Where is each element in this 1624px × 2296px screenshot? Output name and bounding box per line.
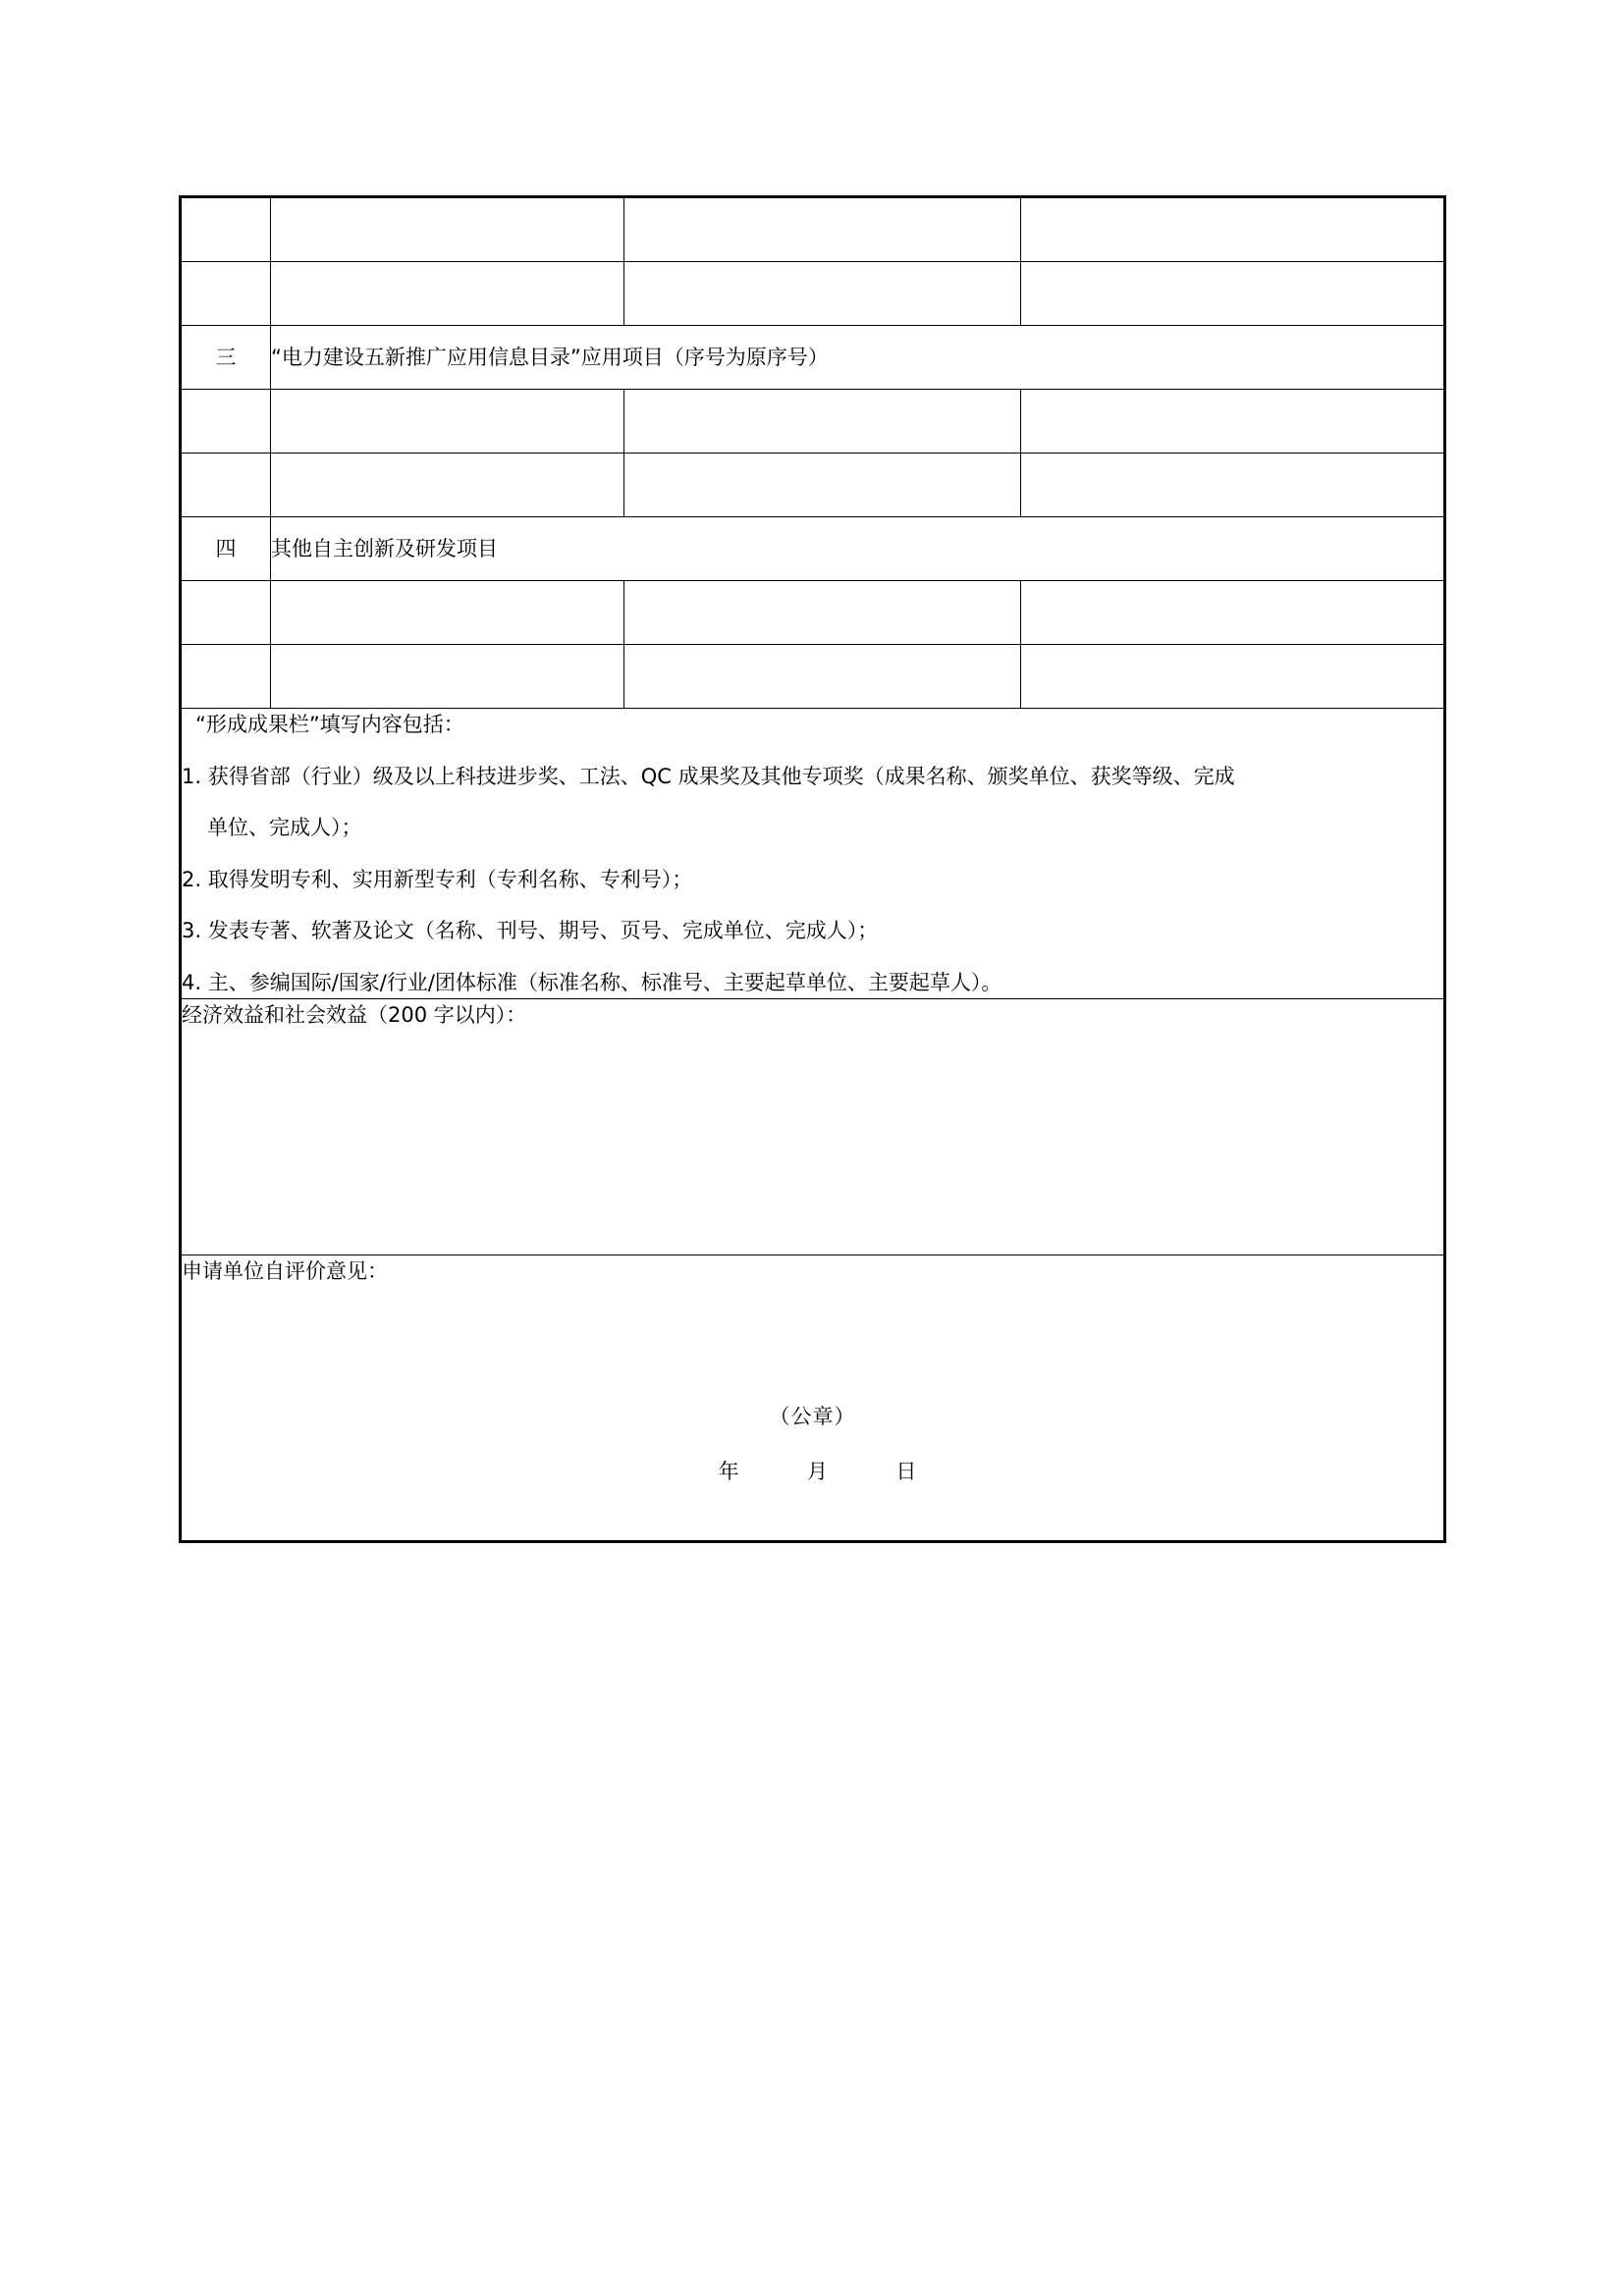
row-index-cell[interactable]	[181, 197, 271, 262]
benefit-block[interactable]	[181, 999, 1445, 1255]
date-month-label: 月	[807, 1460, 828, 1484]
row-content-cell[interactable]	[624, 454, 1021, 517]
row-result-cell[interactable]	[1021, 197, 1445, 262]
opinion-block[interactable]	[181, 1255, 1445, 1542]
row-name-cell[interactable]	[271, 197, 624, 262]
date-line	[182, 1456, 1443, 1485]
row-name-cell[interactable]	[271, 581, 624, 645]
section-row-three	[181, 326, 1445, 390]
row-index-cell[interactable]	[181, 454, 271, 517]
notes-item-1-cont: 单位、完成人）；	[207, 816, 362, 840]
row-content-cell[interactable]	[624, 390, 1021, 454]
date-day-label: 日	[895, 1460, 917, 1484]
row-result-cell[interactable]	[1021, 581, 1445, 645]
section-row-four	[181, 517, 1445, 581]
notes-item-2: 2. 取得发明专利、实用新型专利（专利名称、专利号）；	[182, 867, 693, 891]
benefit-label: 经济效益和社会效益（200 字以内）：	[182, 1003, 527, 1028]
row-result-cell[interactable]	[1021, 262, 1445, 326]
row-name-cell[interactable]	[271, 454, 624, 517]
benefit-row	[181, 999, 1445, 1255]
date-year-label: 年	[718, 1460, 739, 1484]
row-result-cell[interactable]	[1021, 454, 1445, 517]
row-name-cell[interactable]	[271, 262, 624, 326]
notes-row	[181, 709, 1445, 999]
row-index-cell[interactable]	[181, 645, 271, 709]
opinion-label: 申请单位自评价意见：	[182, 1259, 388, 1284]
application-form-table	[179, 195, 1446, 1543]
table-row	[181, 390, 1445, 454]
section-index-four: 四	[181, 517, 271, 581]
table-row	[181, 454, 1445, 517]
section-label-three: “电力建设五新推广应用信息目录”应用项目（序号为原序号）	[271, 326, 1445, 390]
opinion-row	[181, 1255, 1445, 1542]
row-content-cell[interactable]	[624, 197, 1021, 262]
row-index-cell[interactable]	[181, 581, 271, 645]
row-index-cell[interactable]	[181, 390, 271, 454]
form-container	[179, 195, 1443, 1543]
row-content-cell[interactable]	[624, 262, 1021, 326]
notes-block	[181, 709, 1445, 999]
table-row	[181, 645, 1445, 709]
table-row	[181, 581, 1445, 645]
row-content-cell[interactable]	[624, 645, 1021, 709]
section-index-three: 三	[181, 326, 271, 390]
row-index-cell[interactable]	[181, 262, 271, 326]
row-content-cell[interactable]	[624, 581, 1021, 645]
notes-item-1: 1. 获得省部（行业）级及以上科技进步奖、工法、QC 成果奖及其他专项奖（成果名称、颁奖单位、获奖等级、完成	[182, 764, 1235, 788]
notes-item-3: 3. 发表专著、软著及论文（名称、刊号、期号、页号、完成单位、完成人）；	[182, 919, 879, 943]
row-name-cell[interactable]	[271, 645, 624, 709]
row-name-cell[interactable]	[271, 390, 624, 454]
section-label-four: 其他自主创新及研发项目	[271, 517, 1445, 581]
notes-item-4: 4. 主、参编国际/国家/行业/团体标准（标准名称、标准号、主要起草单位、主要起草人）。	[182, 970, 1002, 994]
seal-placeholder: （公章）	[769, 1405, 856, 1429]
table-row	[181, 262, 1445, 326]
row-result-cell[interactable]	[1021, 645, 1445, 709]
table-row	[181, 197, 1445, 262]
row-result-cell[interactable]	[1021, 390, 1445, 454]
notes-title: “形成成果栏”填写内容包括：	[195, 713, 464, 736]
